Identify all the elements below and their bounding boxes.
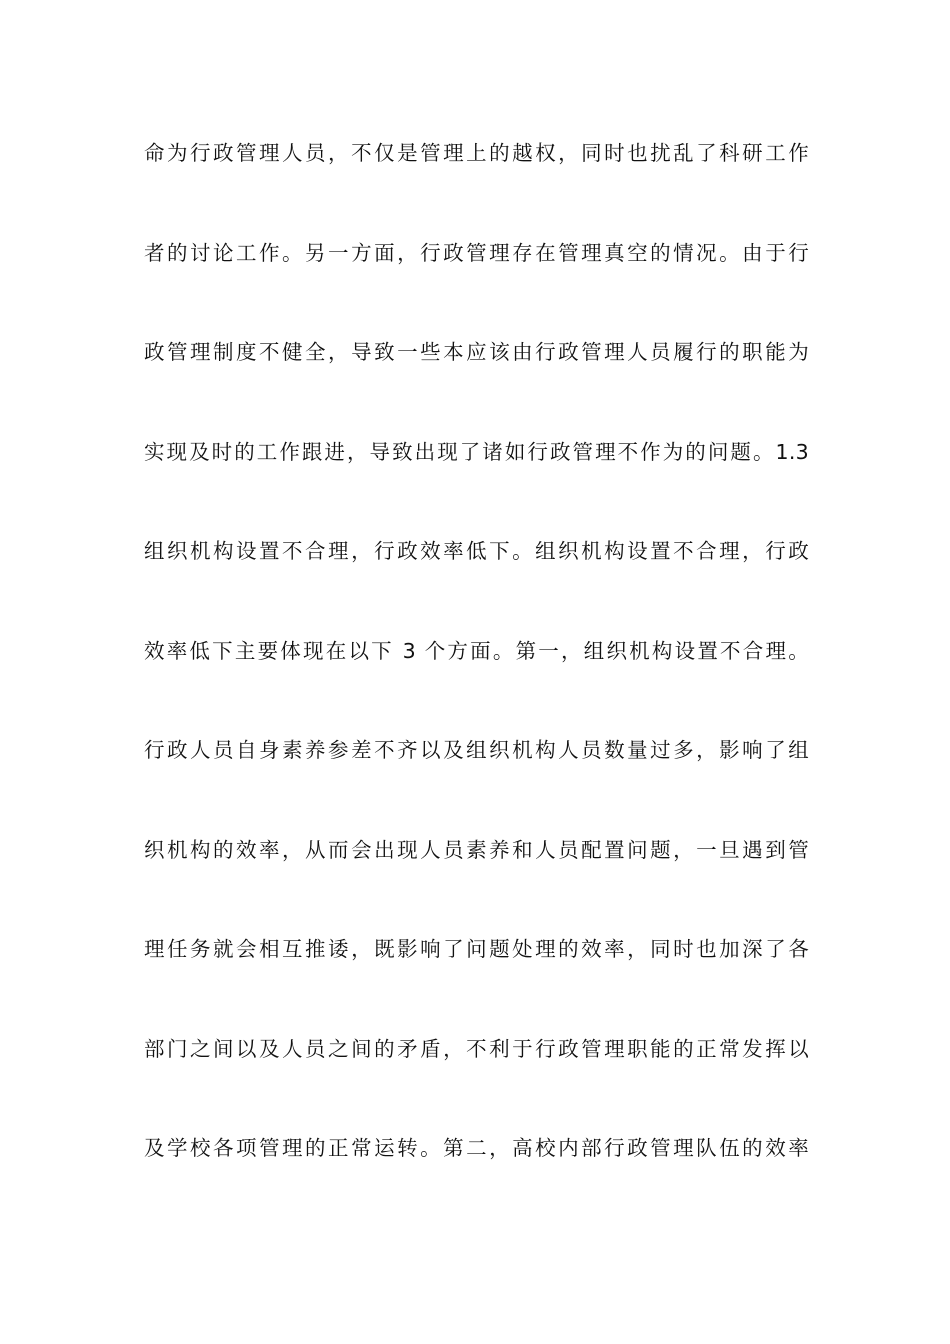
text-line-11: 及学校各项管理的正常运转。第二，高校内部行政管理队伍的效率 bbox=[144, 1136, 809, 1160]
text-line-5: 组织机构设置不合理，行政效率低下。组织机构设置不合理，行政 bbox=[144, 539, 809, 563]
text-line-7: 行政人员自身素养参差不齐以及组织机构人员数量过多，影响了组 bbox=[144, 738, 809, 762]
text-line-6: 效率低下主要体现在以下 3 个方面。第一，组织机构设置不合理。 bbox=[144, 638, 809, 663]
text-line-8: 织机构的效率，从而会出现人员素养和人员配置问题，一旦遇到管 bbox=[144, 837, 809, 862]
text-line-4: 实现及时的工作跟进，导致出现了诸如行政管理不作为的问题。1.3 bbox=[144, 439, 809, 464]
text-line-1: 命为行政管理人员，不仅是管理上的越权，同时也扰乱了科研工作 bbox=[144, 141, 809, 165]
text-line-2: 者的讨论工作。另一方面，行政管理存在管理真空的情况。由于行 bbox=[144, 240, 809, 265]
text-line-3: 政管理制度不健全，导致一些本应该由行政管理人员履行的职能为 bbox=[144, 340, 809, 364]
text-line-10: 部门之间以及人员之间的矛盾，不利于行政管理职能的正常发挥以 bbox=[144, 1036, 809, 1061]
text-line-9: 理任务就会相互推诿，既影响了问题处理的效率，同时也加深了各 bbox=[144, 937, 809, 961]
body-paragraph bbox=[144, 131, 809, 1226]
